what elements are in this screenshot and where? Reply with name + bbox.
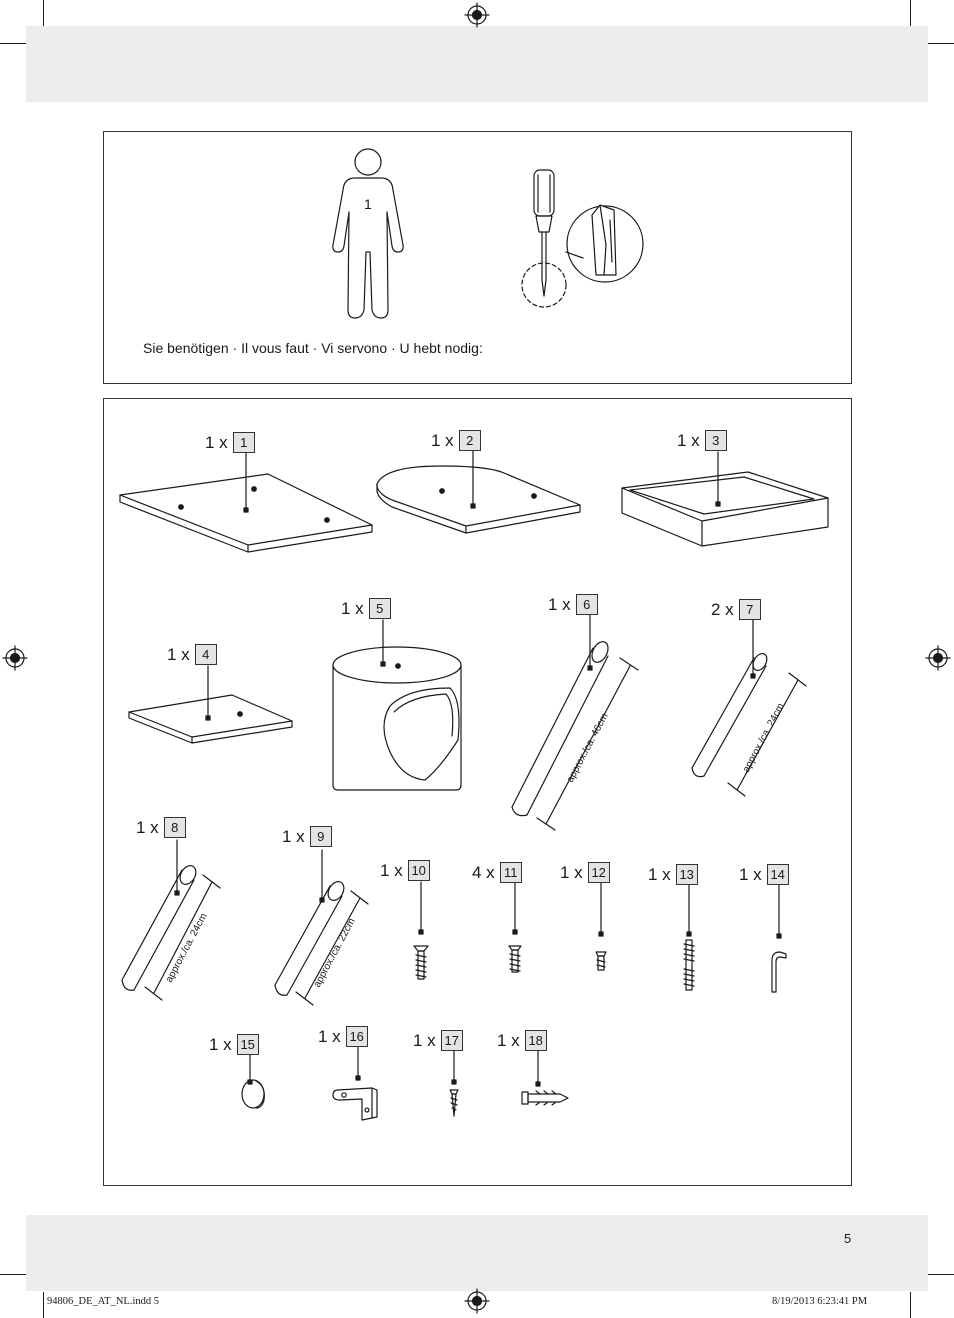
part-quantity: 1 x: [209, 1034, 232, 1054]
part-number: 10: [408, 860, 430, 881]
part-label: [341, 598, 391, 619]
part-1-panel: [120, 452, 372, 552]
tools-caption: Sie benötigen · Il vous faut · Vi servono · U hebt nodig:: [143, 340, 483, 356]
part-label: [209, 1034, 259, 1055]
part-quantity: 1 x: [413, 1030, 436, 1050]
part-label: [205, 432, 255, 453]
part-label: [380, 860, 430, 881]
part-quantity: 1 x: [282, 826, 305, 846]
part-number: 3: [705, 430, 727, 451]
dimension-part-9: approx./ca. 22cm: [311, 916, 358, 990]
part-quantity: 1 x: [648, 864, 671, 884]
part-4-panel: [129, 666, 292, 743]
part-label: [711, 599, 761, 620]
part-number: 12: [588, 862, 610, 883]
part-quantity: 1 x: [431, 430, 454, 450]
dimension-part-8: approx./ca. 24cm: [163, 911, 210, 985]
part-quantity: 1 x: [380, 860, 403, 880]
part-label: [739, 864, 789, 885]
dimension-part-7: approx./ca. 24cm: [740, 701, 787, 775]
part-label: [431, 430, 481, 451]
part-number: 2: [459, 430, 481, 451]
part-quantity: 1 x: [739, 864, 762, 884]
part-number: 15: [237, 1034, 259, 1055]
person-icon: [333, 149, 403, 318]
part-number: 4: [195, 644, 217, 665]
part-label: [497, 1030, 547, 1051]
part-quantity: 1 x: [497, 1030, 520, 1050]
slug-timestamp: 8/19/2013 6:23:41 PM: [772, 1296, 868, 1307]
part-2-panel: [377, 450, 580, 533]
part-number: 14: [767, 864, 789, 885]
part-number: 8: [164, 817, 186, 838]
dimension-part-6: approx./ca. 46cm: [564, 711, 611, 785]
part-15-cap: [242, 1055, 264, 1108]
part-quantity: 1 x: [341, 598, 364, 618]
part-13-double-screw: [684, 884, 694, 990]
part-5-cat-cave: [333, 620, 461, 790]
part-label: [167, 644, 217, 665]
person-count: 1: [364, 196, 372, 212]
part-quantity: 1 x: [167, 644, 190, 664]
part-quantity: 1 x: [136, 817, 159, 837]
part-number: 5: [369, 598, 391, 619]
part-number: 1: [233, 432, 255, 453]
part-quantity: 1 x: [548, 594, 571, 614]
part-11-screw: [509, 882, 521, 972]
part-number: 16: [346, 1026, 368, 1047]
part-quantity: 4 x: [472, 862, 495, 882]
part-number: 13: [676, 864, 698, 885]
page-number: 5: [844, 1231, 852, 1246]
part-number: 6: [576, 594, 598, 615]
part-quantity: 1 x: [677, 430, 700, 450]
part-label: [472, 862, 522, 883]
part-10-screw: [414, 882, 428, 979]
part-18-wall-plug: [522, 1050, 568, 1105]
part-number: 18: [525, 1030, 547, 1051]
part-17-small-screw: [450, 1050, 458, 1116]
part-quantity: 1 x: [205, 432, 228, 452]
part-quantity: 2 x: [711, 599, 734, 619]
part-number: 9: [310, 826, 332, 847]
slug-filename: 94806_DE_AT_NL.indd 5: [47, 1296, 159, 1307]
part-label: [560, 862, 610, 883]
registration-mark-icon: [3, 646, 27, 670]
part-16-bracket: [333, 1047, 377, 1120]
part-quantity: 1 x: [318, 1026, 341, 1046]
part-label: [548, 594, 598, 615]
registration-mark-icon: [465, 3, 489, 27]
phillips-screwdriver-icon: [522, 170, 643, 307]
part-label: [282, 826, 332, 847]
part-14-allen-key: [772, 884, 786, 992]
part-3-tray: [622, 452, 828, 546]
part-label: [318, 1026, 368, 1047]
part-label: [413, 1030, 463, 1051]
part-label: [677, 430, 727, 451]
part-label: [136, 817, 186, 838]
part-quantity: 1 x: [560, 862, 583, 882]
registration-mark-icon: [465, 1289, 489, 1313]
part-number: 7: [739, 599, 761, 620]
part-label: [648, 864, 698, 885]
part-12-screw: [596, 882, 606, 970]
part-number: 17: [441, 1030, 463, 1051]
registration-mark-icon: [926, 646, 950, 670]
part-6-tube: [512, 615, 638, 830]
part-number: 11: [500, 862, 522, 883]
